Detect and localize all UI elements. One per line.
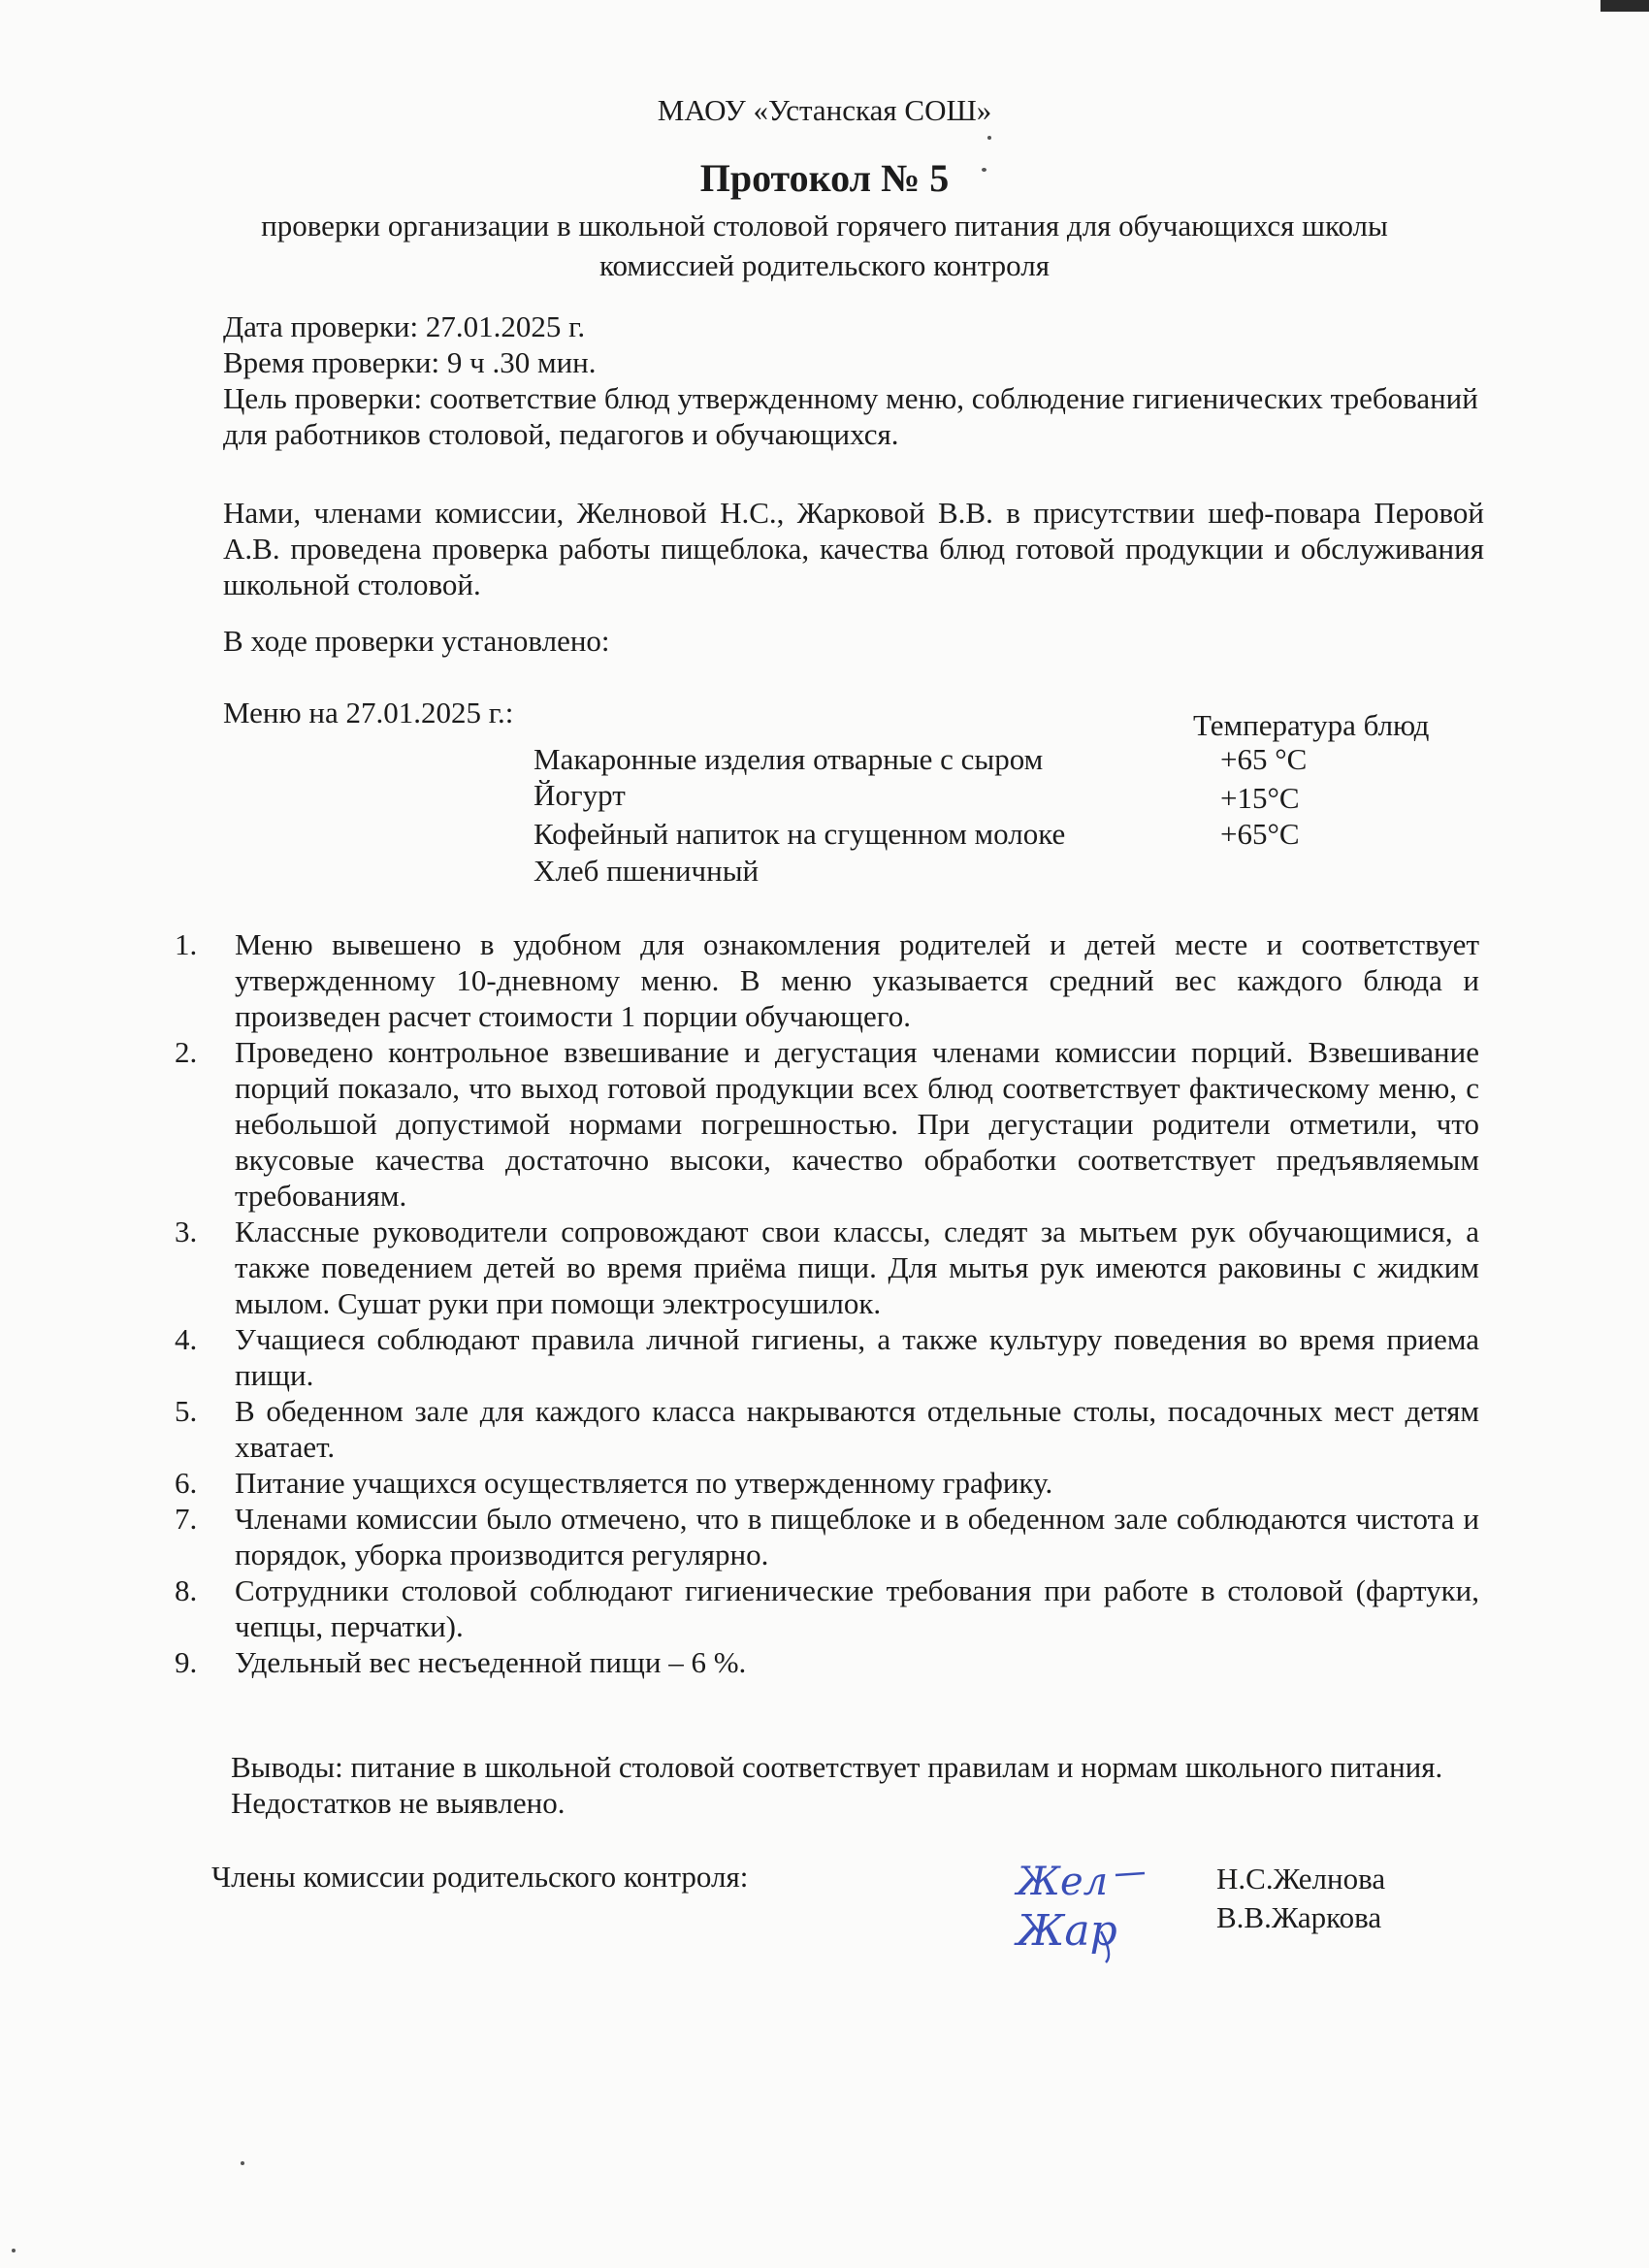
finding-text: Классные руководители сопровождают свои классы, следят за мытьем рук обучающимися, а также поведением детей во время приёма пищи. Для мытья рук имеются раковины с жидким мылом. Сушат руки при помощи электросушилок. (235, 1215, 1479, 1320)
finding-item (175, 1393, 1479, 1465)
signature-2: Жар (1017, 1906, 1117, 1956)
finding-item (175, 1644, 1479, 1680)
menu-item-temp: +65 °С (1220, 742, 1308, 776)
finding-item (175, 1501, 1479, 1572)
signers-label: Члены комиссии родительского контроля: (211, 1860, 749, 1894)
scan-speck (987, 136, 991, 140)
finding-item (175, 1572, 1479, 1644)
signer-name: Н.С.Желнова (1216, 1862, 1386, 1895)
check-date: Дата проверки: 27.01.2025 г. (223, 309, 586, 343)
scan-speck (982, 168, 986, 172)
menu-temperature-header: Температура блюд (1193, 708, 1430, 742)
document-title: Протокол № 5 (699, 156, 950, 200)
menu-item-name: Кофейный напиток на сгущенном молоке (534, 817, 1066, 851)
finding-item (175, 1465, 1479, 1501)
menu-item-temp: +15°С (1220, 781, 1300, 815)
scan-speck (241, 2161, 244, 2165)
scan-speck (12, 2249, 16, 2252)
findings-list (175, 926, 1479, 1680)
document-subtitle (194, 206, 1455, 285)
signature-1: Жел (1017, 1860, 1109, 1904)
menu-item-name: Йогурт (534, 778, 626, 812)
menu-item-name: Хлеб пшеничный (534, 854, 760, 888)
subtitle-line: проверки организации в школьной столовой горячего питания для обучающихся школы (261, 209, 1388, 243)
menu-item-name: Макаронные изделия отварные с сыром (534, 742, 1044, 776)
found-label: В ходе проверки установлено: (223, 624, 610, 658)
finding-text: В обеденном зале для каждого класса накрываются отдельные столы, посадочных мест детям хватает. (235, 1394, 1479, 1464)
finding-number: 7. (175, 1502, 198, 1536)
signer-names (1216, 1860, 1385, 1937)
finding-number: 1. (175, 927, 198, 961)
finding-item (175, 1321, 1479, 1393)
finding-text: Питание учащихся осуществляется по утвержденному графику. (235, 1466, 1053, 1500)
finding-item (175, 926, 1479, 1034)
finding-item (175, 1034, 1479, 1214)
finding-text: Проведено контрольное взвешивание и дегустация членами комиссии порций. Взвешивание порций показало, что выход готовой продукции всех блюд соответствует фактическому меню, с небольшой допустимой нормами погрешностью. При дегустации родители отметили, что вкусовые качества достаточно высоки, качество обработки соответствует предъявляемым требованиям. (235, 1035, 1479, 1213)
finding-item (175, 1214, 1479, 1321)
handwritten-signatures (1009, 1848, 1154, 1964)
menu-label: Меню на 27.01.2025 г.: (223, 696, 514, 729)
finding-text: Членами комиссии было отмечено, что в пищеблоке и в обеденном зале соблюдаются чистота и порядок, уборка производится регулярно. (235, 1502, 1479, 1571)
check-time: Время проверки: 9 ч .30 мин. (223, 345, 597, 379)
finding-number: 8. (175, 1573, 198, 1607)
finding-number: 5. (175, 1394, 198, 1428)
finding-text: Учащиеся соблюдают правила личной гигиены, а также культуру поведения во время приема пищи. (235, 1322, 1479, 1392)
commission-intro: Нами, членами комиссии, Желновой Н.С., Жарковой В.В. в присутствии шеф-повара Перовой А.В. проведена проверка работы пищеблока, качества блюд готовой продукции и обслуживания школьной столовой. (223, 496, 1484, 601)
finding-number: 6. (175, 1466, 198, 1500)
signer-name: В.В.Жаркова (1216, 1900, 1382, 1934)
finding-text: Сотрудники столовой соблюдают гигиенические требования при работе в столовой (фартуки, чепцы, перчатки). (235, 1573, 1479, 1643)
check-purpose: Цель проверки: соответствие блюд утвержденному меню, соблюдение гигиенических требований для работников столовой, педагогов и обучающихся. (223, 381, 1478, 451)
finding-number: 2. (175, 1035, 198, 1069)
finding-number: 3. (175, 1215, 198, 1248)
organization-name: МАОУ «Устанская СОШ» (657, 93, 992, 127)
finding-number: 4. (175, 1322, 198, 1356)
conclusion: Выводы: питание в школьной столовой соответствует правилам и нормам школьного питания. Недостатков не выявлено. (231, 1750, 1443, 1820)
finding-number: 9. (175, 1645, 198, 1679)
check-info (223, 308, 1484, 452)
finding-text: Меню вывешено в удобном для ознакомления родителей и детей месте и соответствует утвержденному 10-дневному меню. В меню указывается средний вес каждого блюда и произведен расчет стоимости 1 порции обучающего. (235, 927, 1479, 1033)
subtitle-line: комиссией родительского контроля (599, 248, 1050, 282)
menu-item-temp: +65°С (1220, 817, 1300, 851)
finding-text: Удельный вес несъеденной пищи – 6 %. (235, 1645, 747, 1679)
